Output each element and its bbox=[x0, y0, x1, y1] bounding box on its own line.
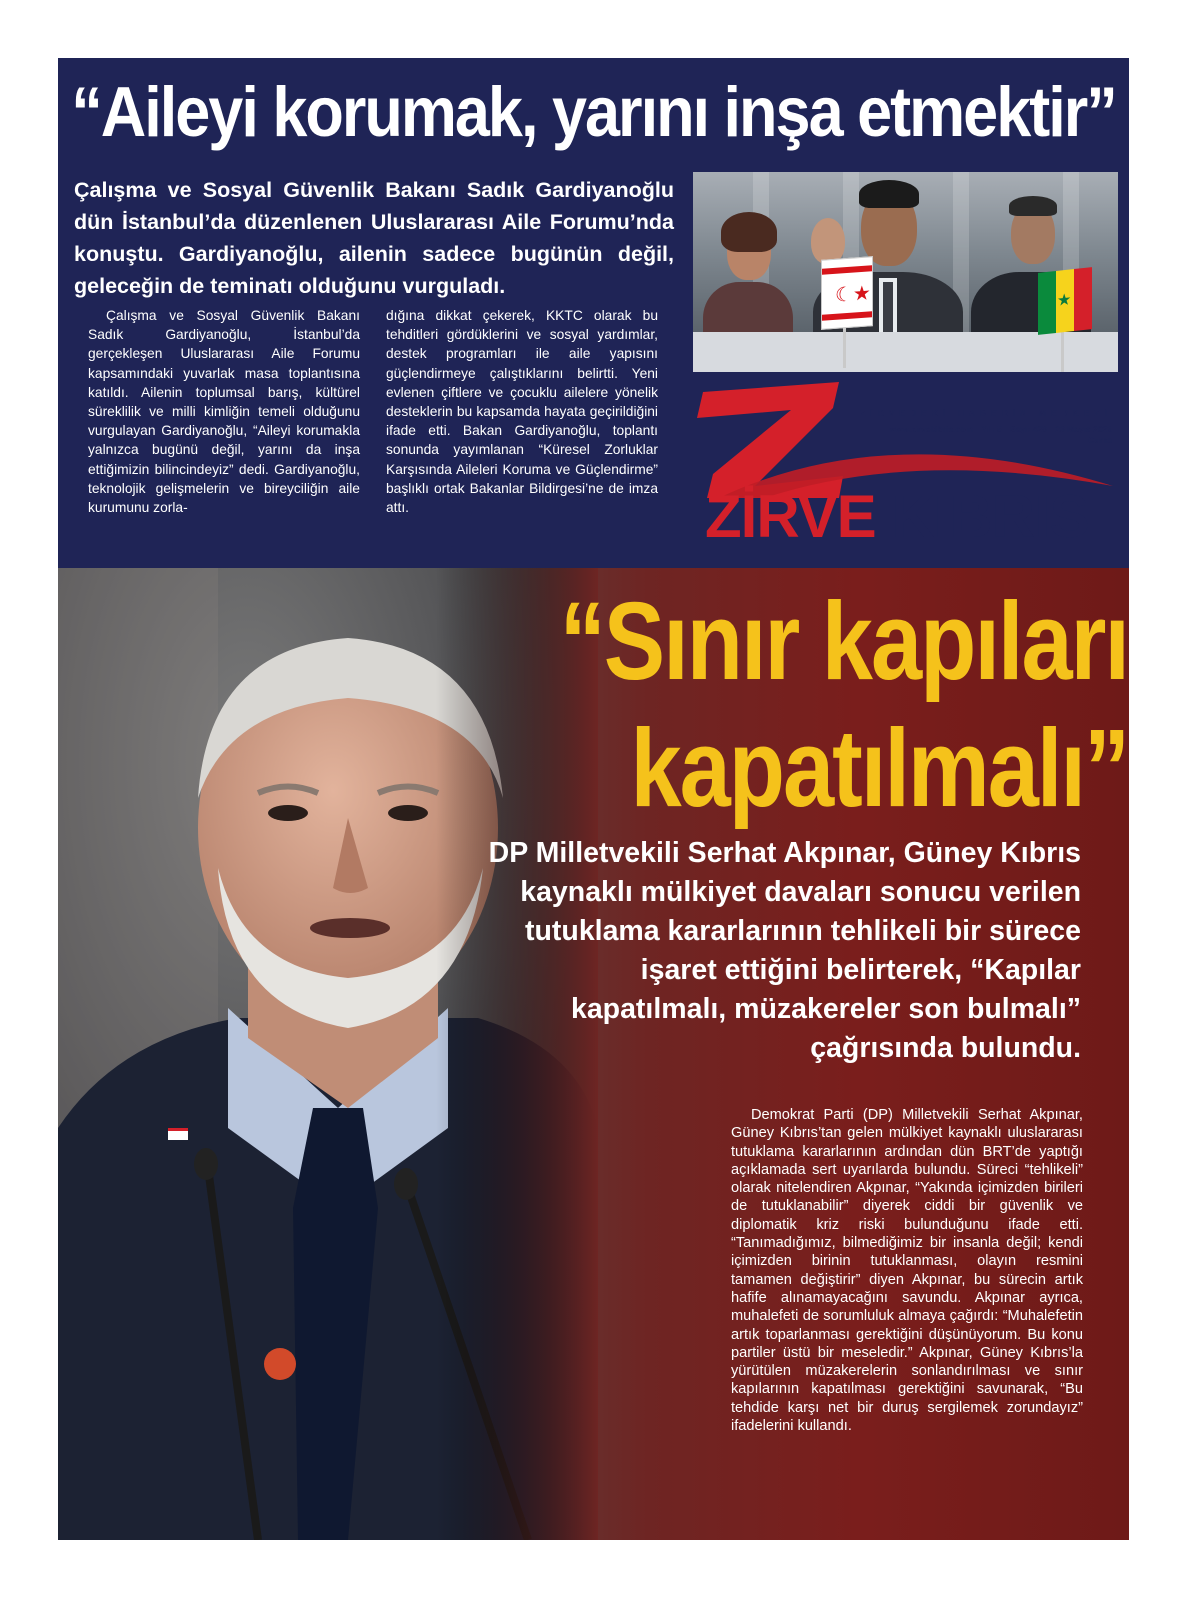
logo-kibris: KIBRIS bbox=[891, 483, 1089, 550]
main-story-headline-line-1: “Sınır kapıları bbox=[559, 580, 1128, 703]
masthead-year: Yıl: 5 bbox=[981, 424, 1002, 434]
main-story-lead: DP Milletvekili Serhat Akpınar, Güney Kıbrıs kaynaklı mülkiyet davaları sonucu verilen tutuklama kararlarının tehlikeli bir sürece işaret ettiğini belirterek, “Kapılar kapatılmalı, müzakereler son bulmalı” çağrısında bulundu. bbox=[488, 837, 1081, 1064]
logo-zirve: ZİRVE bbox=[705, 483, 876, 550]
masthead bbox=[693, 378, 1118, 558]
main-story-headline bbox=[438, 578, 1128, 832]
masthead-day: Cuma bbox=[1088, 435, 1112, 445]
masthead-date: 23 Mayıs 2025 bbox=[1055, 424, 1112, 434]
top-story-column-2: dığına dikkat çekerek, KKTC olarak bu tehditleri gördüklerini ve sosyal yardımlar, destek programları ile aile yapısını güçlendirmeye çalıştıklarını belirtti. Yeni evlenen çiftlere ve çocuklu ailelere yönelik desteklerin bu kapsamda hayata geçirildiğini ifade etti. Bakan Gardiyanoğlu, toplantı sonunda yayımlanan “Küresel Zorluklar Karşısında Aileleri Koruma ve Güçlendirme” başlıklı ortak Bakanlar Bildirgesi’ne de imza attı. bbox=[386, 308, 658, 516]
masthead-issue: Sayı: 428 bbox=[1010, 424, 1047, 434]
zirve-z-logo-icon bbox=[693, 378, 1118, 498]
main-story-body: Demokrat Parti (DP) Milletvekili Serhat Akpınar, Güney Kıbrıs’tan gelen mülkiyet kaynaklı uluslararası tutuklama kararlarının ardından dün BRT’de yaptığı açıklamada sert uyarılarda bulundu. Süreci “tehlikeli” olarak nitelendiren Akpınar, “Yakında içimizden birileri de tutuklanabilir” diyerek ciddi bir güvenlik ve diplomatik kriz riski bulunduğunu ifade etti. “Tanımadığımız, bilmediğimiz bir insanla değil; kendi içimizden birinin tutuklanması, olayın resmini tamamen değiştirir” diyen Akpınar, bu sürecin artık hafife alınamayacağını savundu. Akpınar ayrıca, muhalefeti de sorumluluk almaya çağırdı: “Muhalefetin artık toparlanması gerektiğini düşünüyorum. Bu konu partiler üstü bir meseledir.” Akpınar, Güney Kıbrıs’la yürütülen müzakerelerin sonlandırılması ve sınır kapılarının kapatılması gerektiğini savunarak, “Bu tehdide karşı net bir duruş sergilemek zorundayız” ifadelerini kullandı. bbox=[731, 1107, 1083, 1435]
kktc-flag-icon: ☾★ bbox=[821, 256, 873, 330]
senegal-flag-icon: ★ bbox=[1038, 267, 1092, 335]
masthead-slogan: ZİRVEDEKİ HABERİN MERKEZİ bbox=[860, 408, 1112, 418]
newspaper-logo bbox=[705, 482, 1089, 551]
top-story-headline: “Aileyi korumak, yarını inşa etmektir” bbox=[71, 73, 1116, 152]
top-story-photo bbox=[693, 172, 1118, 372]
top-story-column-1: Çalışma ve Sosyal Güvenlik Bakanı Sadık Gardiyanoğlu, İstanbul’da gerçekleşen Uluslararası Aile Forumu kapsamındaki yuvarlak masa toplantısına katıldı. Ailenin toplumsal barış, kültürel süreklilik ve milli kimliğin temeli olduğunu vurgulayan Gardiyanoğlu, “Aileyi korumakla yalnızca bugünü değil, yarını da inşa ettiğimizin bilincindeyiz” dedi. Gardiyanoğlu, teknolojik gelişmelerin ve bireyciliğin aile kurumunu zorla- bbox=[88, 308, 360, 516]
main-story bbox=[58, 568, 1129, 1540]
masthead-website[interactable]: www.zirvekibris.com bbox=[889, 424, 973, 434]
masthead-issue-info bbox=[883, 424, 1112, 435]
top-story-lead: Çalışma ve Sosyal Güvenlik Bakanı Sadık Gardiyanoğlu dün İstanbul’da düzenlenen Uluslararası Aile Forumu’nda konuştu. Gardiyanoğlu, ailenin sadece bugünün değil, geleceğin de teminatı olduğunu vurguladı. bbox=[74, 178, 674, 298]
main-story-headline-line-2: kapatılmalı” bbox=[630, 707, 1128, 830]
